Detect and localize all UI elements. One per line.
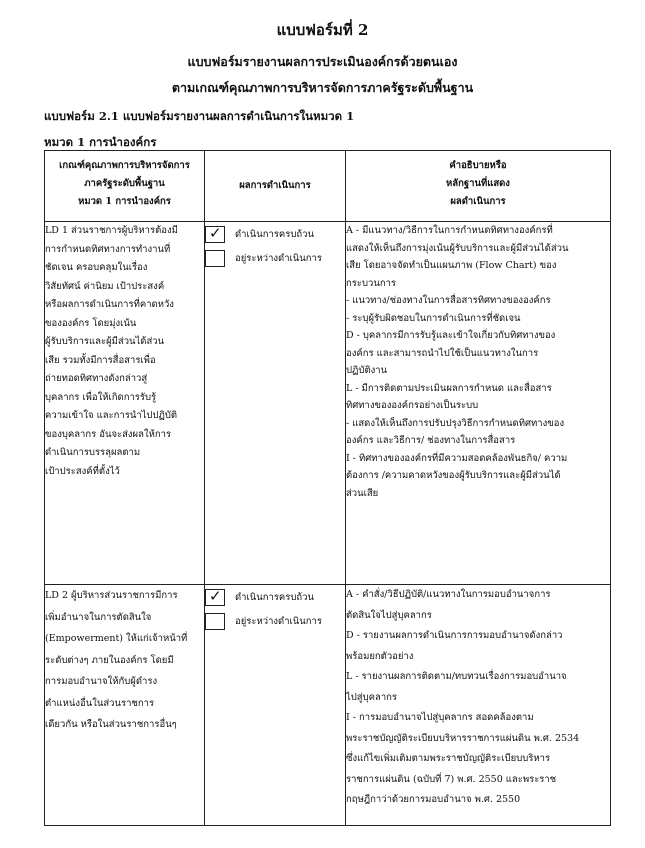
criteria-line: LD 2 ผู้บริหารส่วนราชการมีการ <box>45 590 178 601</box>
evidence-cell <box>346 222 611 585</box>
criteria-line: ขององค์กร โดยมุ่งเน้น <box>45 317 137 329</box>
evidence-line: ส่วนเสีย <box>346 487 379 499</box>
table-row <box>45 222 611 585</box>
evidence-line: ตัดสินใจไปสู่บุคลากร <box>346 609 432 621</box>
criteria-line: เดียวกัน หรือในส่วนราชการอื่นๆ <box>45 719 177 730</box>
criteria-cell <box>45 222 205 585</box>
header-evidence-line: หลักฐานที่แสดง <box>446 178 510 189</box>
status-option-label: อยู่ระหว่างดำเนินการ <box>235 252 322 264</box>
evidence-line: A - คำสั่ง/วิธีปฏิบัติ/แนวทางในการมอบอำนาจการ <box>346 589 551 600</box>
report-table <box>44 150 611 826</box>
table-row <box>45 585 611 826</box>
criteria-line: เป้าประสงค์ที่ตั้งไว้ <box>45 465 120 477</box>
criteria-line: การมอบอำนาจให้กับผู้ดำรง <box>45 676 158 687</box>
status-cell <box>205 585 346 826</box>
evidence-line: D - บุคลากรมีการรับรู้และเข้าใจเกี่ยวกับทิศทางของ <box>346 330 556 341</box>
header-evidence-line: คำอธิบายหรือ <box>449 160 507 171</box>
header-status <box>205 151 346 222</box>
criteria-line: วิสัยทัศน์ ค่านิยม เป้าประสงค์ <box>45 280 165 292</box>
evidence-line: L - รายงานผลการติดตาม/ทบทวนเรื่องการมอบอำนาจ <box>346 671 567 682</box>
evidence-line: ไปสู่บุคลากร <box>346 691 398 703</box>
evidence-line: - ระบุผู้รับผิดชอบในการดำเนินการที่ชัดเจน <box>346 312 521 324</box>
status-option-label: ดำเนินการครบถ้วน <box>235 591 314 603</box>
criteria-line: การกำหนดทิศทางการทำงานที่ <box>45 243 171 255</box>
evidence-line: ปฏิบัติงาน <box>346 365 388 376</box>
criteria-line: ของบุคลากร อันจะส่งผลให้การ <box>45 428 172 440</box>
status-option[interactable] <box>205 609 345 633</box>
checkmark-icon: ✓ <box>209 223 222 242</box>
evidence-line: องค์กร และวิธีการ/ ช่องทางในการสื่อสาร <box>346 435 516 446</box>
evidence-line: L - มีการติดตามประเมินผลการกำหนด และสื่อสาร <box>346 382 552 394</box>
evidence-line: ทิศทางขององค์กรอย่างเป็นระบบ <box>346 400 479 411</box>
criteria-line: ระดับต่างๆ ภายในองค์กร โดยมี <box>45 654 174 666</box>
status-option-label: อยู่ระหว่างดำเนินการ <box>235 615 322 627</box>
header-evidence <box>346 151 611 222</box>
evidence-line: กระบวนการ <box>346 277 397 289</box>
evidence-line: องค์กร และสามารถนำไปใช้เป็นแนวทางในการ <box>346 347 539 359</box>
criteria-line: ดำเนินการบรรลุผลตาม <box>45 447 141 458</box>
status-checkbox[interactable] <box>205 613 225 630</box>
form-heading: แบบฟอร์ม 2.1 แบบฟอร์มรายงานผลการดำเนินการในหมวด 1 <box>44 109 355 123</box>
evidence-line: ราชการแผ่นดิน (ฉบับที่ 7) พ.ศ. 2550 และพระราช <box>346 773 557 785</box>
criteria-line: ผู้รับบริการและผู้มีส่วนได้ส่วน <box>45 336 165 347</box>
status-option[interactable] <box>205 222 345 246</box>
evidence-line: I - ทิศทางขององค์กรที่มีความสอดคล้องพันธกิจ/ ความ <box>346 452 568 464</box>
criteria-line: เสีย รวมทั้งมีการสื่อสารเพื่อ <box>45 354 156 366</box>
evidence-line: กฤษฎีกาว่าด้วยการมอบอำนาจ พ.ศ. 2550 <box>346 794 521 805</box>
header-status-label: ผลการดำเนินการ <box>239 180 311 191</box>
criteria-cell <box>45 585 205 826</box>
subtitle-line-1: แบบฟอร์มรายงานผลการประเมินองค์กรด้วยตนเอง <box>187 54 458 69</box>
criteria-line: LD 1 ส่วนราชการผู้บริหารต้องมี <box>45 225 178 236</box>
status-option[interactable] <box>205 246 345 270</box>
header-evidence-line: ผลดำเนินการ <box>450 196 506 207</box>
criteria-line: ถ่ายทอดทิศทางดังกล่าวสู่ <box>45 373 148 384</box>
evidence-cell <box>346 585 611 826</box>
evidence-line: แสดงให้เห็นถึงการมุ่งเน้นผู้รับบริการและผู้มีส่วนได้ส่วน <box>346 242 569 254</box>
evidence-line: D - รายงานผลการดำเนินการการมอบอำนาจดังกล่าว <box>346 630 563 641</box>
evidence-line: ซึ่งแก้ไขเพิ่มเติมตามพระราชบัญญัติระเบียบบริหาร <box>346 753 551 764</box>
status-cell <box>205 222 346 585</box>
subtitle-line-2: ตามเกณฑ์คุณภาพการบริหารจัดการภาครัฐระดับพื้นฐาน <box>171 80 474 95</box>
criteria-line: บุคลากร เพื่อให้เกิดการรับรู้ <box>45 391 157 403</box>
criteria-line: (Empowerment) ให้แก่เจ้าหน้าที่ <box>45 633 188 644</box>
status-checkbox[interactable] <box>205 250 225 267</box>
status-checkbox[interactable] <box>205 586 225 606</box>
evidence-line: พระราชบัญญัติระเบียบบริหารราชการแผ่นดิน พ.ศ. 2534 <box>346 732 580 744</box>
criteria-line: ตำแหน่งอื่นในส่วนราชการ <box>45 697 155 709</box>
evidence-line: เสีย โดยอาจจัดทำเป็นแผนภาพ (Flow Chart) ของ <box>346 260 557 271</box>
evidence-line: A - มีแนวทาง/วิธีการในการกำหนดทิศทางองค์กรที่ <box>346 225 553 236</box>
evidence-line: - แสดงให้เห็นถึงการปรับปรุงวิธีการกำหนดทิศทางของ <box>346 417 565 429</box>
checkmark-icon: ✓ <box>209 586 222 605</box>
header-criteria-line: เกณฑ์คุณภาพการบริหารจัดการ <box>59 160 190 171</box>
criteria-line: เพิ่มอำนาจในการตัดสินใจ <box>45 611 152 623</box>
header-criteria-line: หมวด 1 การนำองค์กร <box>78 196 171 207</box>
header-criteria <box>45 151 205 222</box>
criteria-line: หรือผลการดำเนินการที่คาดหวัง <box>45 299 174 310</box>
status-option[interactable] <box>205 585 345 609</box>
category-heading: หมวด 1 การนำองค์กร <box>44 135 157 149</box>
table-header-row <box>45 151 611 222</box>
evidence-line: I - การมอบอำนาจไปสู่บุคลากร สอดคล้องตาม <box>346 712 534 723</box>
evidence-line: พร้อมยกตัวอย่าง <box>346 650 414 662</box>
header-criteria-line: ภาครัฐระดับพื้นฐาน <box>84 178 165 189</box>
form-title: แบบฟอร์มที่ 2 <box>276 21 369 39</box>
status-checkbox[interactable] <box>205 223 225 243</box>
criteria-line: ความเข้าใจ และการนำไปปฏิบัติ <box>45 410 178 421</box>
evidence-line: - แนวทาง/ช่องทางในการสื่อสารทิศทางขององค์กร <box>346 295 551 306</box>
criteria-line: ชัดเจน ครอบคลุมในเรื่อง <box>45 262 148 273</box>
evidence-line: ต้องการ /ความคาดหวังของผู้รับบริการและผู้มีส่วนได้ <box>346 470 561 481</box>
status-option-label: ดำเนินการครบถ้วน <box>235 228 314 240</box>
